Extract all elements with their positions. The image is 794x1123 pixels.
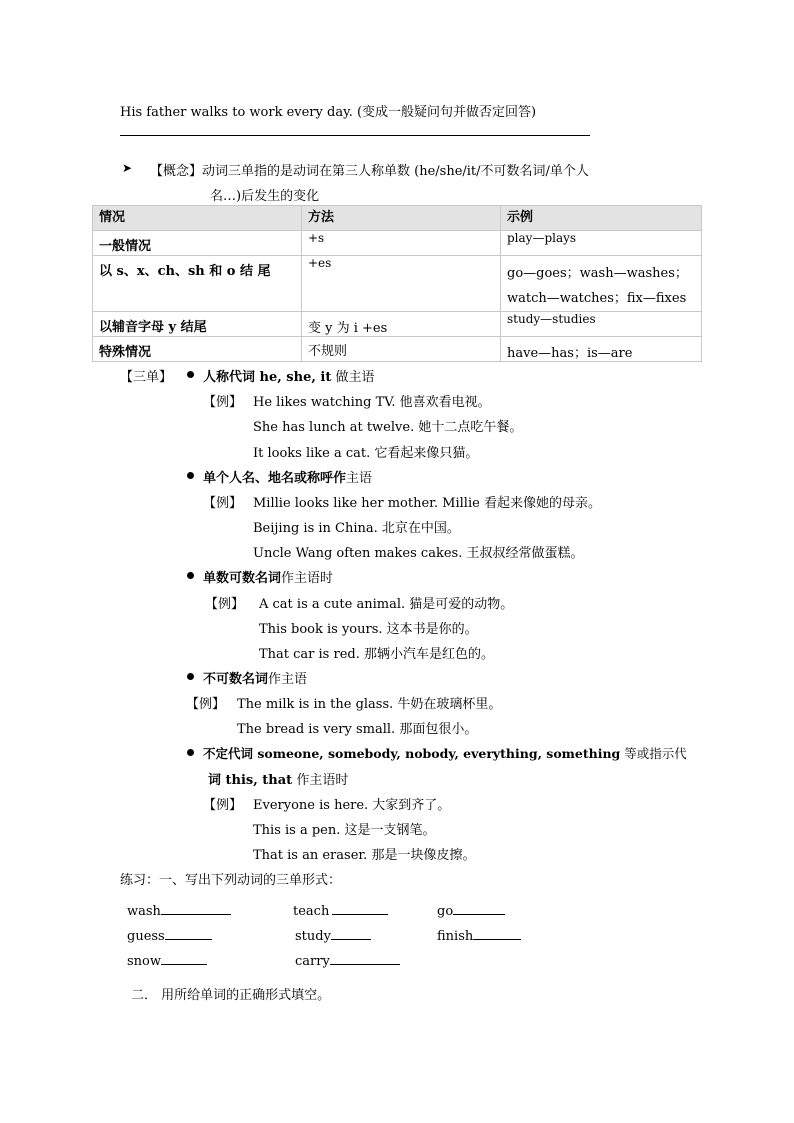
exercise-word: carry [295,954,330,969]
section-title-bold: 单个人名、地名或称呼作 [203,471,347,486]
exercise-word: study [295,929,331,944]
exercise-item [127,953,207,969]
exercise-word: finish [437,929,474,944]
section-title-line2 [208,769,348,788]
exercise-section2-title: 二． 用所给单词的正确形式填空。 [131,988,331,1003]
table-row [93,312,702,337]
answer-blank[interactable] [473,928,521,940]
bullet-dot-icon [187,749,194,756]
exercise-item [437,928,521,944]
section-title-rest: 作主语时 [281,571,334,586]
method-cell: 变 y 为 i +es [302,312,501,337]
table-row [93,256,702,312]
example-sentence: This is a pen. 这是一支钢笔。 [253,823,436,838]
method-cell: +es [302,256,501,312]
example-cell [501,256,702,312]
table-row [93,337,702,362]
example-sentence: A cat is a cute animal. 猫是可爱的动物。 [259,597,514,612]
header-case: 情况 [93,206,302,231]
exercise-word: wash [127,904,161,919]
arrow-bullet-icon: ➤ [122,161,133,175]
exercise-word: snow [127,954,161,969]
bullet-dot-icon [187,673,194,680]
answer-blank[interactable] [161,903,231,915]
example-sentence: It looks like a cat. 它看起来像只猫。 [253,446,479,461]
method-cell: 不规则 [302,337,501,362]
exercise-word: teach [293,904,330,919]
section-title-rest: 作主语时 [292,773,349,788]
example-sentence: Millie looks like her mother. Millie 看起来像她的母亲。 [253,496,601,511]
table-header-row [93,206,702,231]
case-cell: 以 s、x、ch、sh 和 o 结 尾 [93,256,302,312]
bullet-dot-icon [187,472,194,479]
example-sentence: He likes watching TV. 他喜欢看电视。 [253,395,491,410]
answer-line [120,135,590,136]
answer-blank[interactable] [331,928,371,940]
example-sentence: That is an eraser. 那是一块像皮擦。 [253,848,476,863]
example-cell: study—studies [501,312,702,337]
exercise-item [437,903,505,919]
section-title-bold: 单数可数名词 [203,571,282,586]
method-cell: +s [302,231,501,256]
concept-line1: 【概念】动词三单指的是动词在第三人称单数 (he/she/it/不可数名词/单个人 [150,164,589,179]
answer-blank[interactable] [161,953,207,965]
example-label: 【例】 [203,496,243,511]
concept-line2: 名…)后发生的变化 [210,189,320,204]
case-cell: 一般情况 [93,231,302,256]
example-label: 【例】 [203,395,243,410]
example-sentence: Everyone is here. 大家到齐了。 [253,798,451,813]
example-line: go—goes；wash—washes； [507,266,688,281]
answer-blank[interactable] [453,903,505,915]
section-title [203,567,333,586]
section-title-bold: 人称代词 he, she, it [203,370,332,385]
example-line: watch—watches；fix—fixes [507,291,687,306]
exercise-word: go [437,904,454,919]
case-cell: 特殊情况 [93,337,302,362]
section-title-rest: 等或指示代 [620,746,687,761]
header-example: 示例 [501,206,702,231]
section-title-bold: 词 this, that [208,773,293,788]
example-sentence: This book is yours. 这本书是你的。 [259,622,478,637]
exercise-item [127,928,212,944]
section-title-bold: 不可数名词 [203,672,269,687]
bullet-dot-icon [187,572,194,579]
exercise-title: 练习：一、写出下列动词的三单形式： [120,873,342,888]
section-title-rest: 主语 [346,471,373,486]
section-title [203,668,307,687]
exercise-word: guess [127,929,165,944]
sandan-label: 【三单】 [120,370,173,385]
example-sentence: She has lunch at twelve. 她十二点吃午餐。 [253,420,523,435]
section-title-rest: 做主语 [331,370,375,385]
example-sentence: The bread is very small. 那面包很小。 [237,722,478,737]
section-title-bold: 不定代词 someone, somebody, nobody, everything, something [203,746,621,761]
section-title-rest: 作主语 [268,672,308,687]
answer-blank[interactable] [165,928,212,940]
example-label: 【例】 [186,697,226,712]
bullet-dot-icon [187,371,194,378]
example-cell: play—plays [501,231,702,256]
header-method: 方法 [302,206,501,231]
section-title [203,467,372,486]
exercise-item [295,928,371,944]
exercise-item [295,953,400,969]
table-row [93,231,702,256]
rules-table [92,205,702,362]
example-sentence: The milk is in the glass. 牛奶在玻璃杯里。 [237,697,502,712]
section-title [203,366,374,385]
example-sentence: Beijing is in China. 北京在中国。 [253,521,460,536]
section-title [203,744,687,762]
example-cell: have—has；is—are [501,337,702,362]
example-label: 【例】 [203,798,243,813]
answer-blank[interactable] [330,953,400,965]
exercise-item [293,903,388,919]
example-sentence: Uncle Wang often makes cakes. 王叔叔经常做蛋糕。 [253,546,584,561]
top-sentence: His father walks to work every day. (变成一般疑问句并做否定回答) [120,105,537,120]
answer-blank[interactable] [332,903,388,915]
example-label: 【例】 [205,597,245,612]
exercise-item [127,903,231,919]
case-cell: 以辅音字母 y 结尾 [93,312,302,337]
example-sentence: That car is red. 那辆小汽车是红色的。 [259,647,494,662]
